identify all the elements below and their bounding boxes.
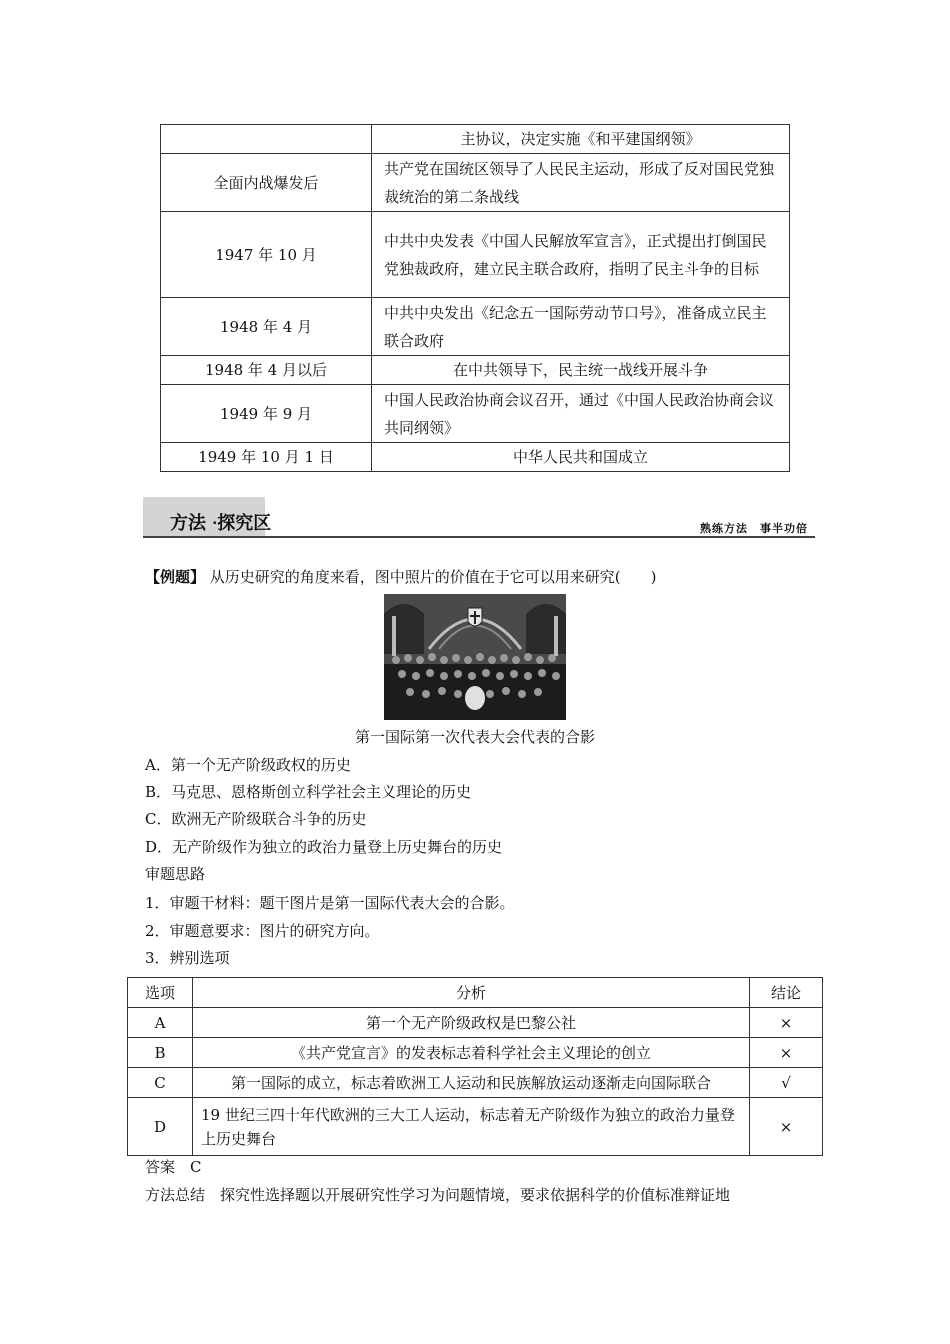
timeline-time: 1949 年 10 月 1 日 [161, 443, 372, 472]
timeline-event: 中共中央发出《纪念五一国际劳动节口号》，准备成立民主联合政府 [372, 298, 790, 356]
timeline-time: 1948 年 4 月 [161, 298, 372, 356]
table-row [128, 1008, 823, 1038]
row-option: D [128, 1098, 193, 1156]
section-title-sub: 探究区 [217, 513, 272, 534]
timeline-event: 中华人民共和国成立 [372, 443, 790, 472]
row-result: √ [750, 1068, 823, 1098]
row-analysis: 19 世纪三四十年代欧洲的三大工人运动，标志着无产阶级作为独立的政治力量登上历史舞台 [193, 1098, 750, 1156]
table-row [128, 1098, 823, 1156]
table-row [161, 154, 790, 212]
table-row [128, 1068, 823, 1098]
analysis-step-3: 3．辨别选项 [145, 949, 230, 967]
timeline-time: 1949 年 9 月 [161, 385, 372, 443]
table-row [128, 1038, 823, 1068]
analysis-heading: 审题思路 [145, 865, 206, 883]
analysis-step-1: 1．审题干材料：题干图片是第一国际代表大会的合影。 [145, 894, 515, 912]
example-tag: 【例题】 [145, 568, 206, 586]
section-title [170, 509, 271, 535]
row-option: B [128, 1038, 193, 1068]
row-analysis: 第一国际的成立，标志着欧洲工人运动和民族解放运动逐渐走向国际联合 [193, 1068, 750, 1098]
timeline-time [161, 125, 372, 154]
table-header-row [128, 978, 823, 1008]
group-photo-illustration [384, 594, 566, 720]
row-analysis: 第一个无产阶级政权是巴黎公社 [193, 1008, 750, 1038]
timeline-event: 在中共领导下，民主统一战线开展斗争 [372, 356, 790, 385]
option-b: B．马克思、恩格斯创立科学社会主义理论的历史 [145, 783, 472, 801]
timeline-event: 中国人民政治协商会议召开，通过《中国人民政治协商会议共同纲领》 [372, 385, 790, 443]
photo-caption: 第一国际第一次代表大会代表的合影 [354, 728, 595, 746]
table-row [161, 443, 790, 472]
row-result: × [750, 1098, 823, 1156]
row-result: × [750, 1038, 823, 1068]
first-international-photo [384, 594, 566, 720]
header-option: 选项 [128, 978, 193, 1008]
section-motto: 熟练方法 事半功倍 [700, 522, 808, 535]
option-a: A．第一个无产阶级政权的历史 [145, 756, 351, 774]
header-result: 结论 [750, 978, 823, 1008]
option-c: C．欧洲无产阶级联合斗争的历史 [145, 810, 367, 828]
row-analysis: 《共产党宣言》的发表标志着科学社会主义理论的创立 [193, 1038, 750, 1068]
table-row [161, 125, 790, 154]
method-summary: 方法总结 探究性选择题以开展研究性学习为问题情境，要求依据科学的价值标准辩证地 [145, 1186, 731, 1204]
timeline-event: 共产党在国统区领导了人民民主运动，形成了反对国民党独裁统治的第二条战线 [372, 154, 790, 212]
table-row [161, 212, 790, 298]
analysis-step-2: 2．审题意要求：图片的研究方向。 [145, 922, 380, 940]
header-analysis: 分析 [193, 978, 750, 1008]
row-result: × [750, 1008, 823, 1038]
section-title-dot: · [212, 516, 218, 532]
timeline-event: 主协议，决定实施《和平建国纲领》 [372, 125, 790, 154]
section-title-main: 方法 [170, 513, 206, 534]
table-row [161, 385, 790, 443]
answer: 答案 C [145, 1158, 202, 1176]
example-question [145, 566, 657, 588]
row-option: A [128, 1008, 193, 1038]
timeline-event: 中共中央发表《中国人民解放军宣言》，正式提出打倒国民党独裁政府，建立民主联合政府，指明了民主斗争的目标 [372, 212, 790, 298]
option-d: D．无产阶级作为独立的政治力量登上历史舞台的历史 [145, 838, 503, 856]
timeline-time: 全面内战爆发后 [161, 154, 372, 212]
analysis-table [127, 977, 823, 1156]
timeline-table [160, 124, 790, 472]
section-divider [143, 536, 815, 538]
table-row [161, 298, 790, 356]
timeline-time: 1948 年 4 月以后 [161, 356, 372, 385]
table-row [161, 356, 790, 385]
row-option: C [128, 1068, 193, 1098]
example-question-text: 从历史研究的角度来看，图中照片的价值在于它可以用来研究( ) [209, 568, 657, 586]
timeline-time: 1947 年 10 月 [161, 212, 372, 298]
